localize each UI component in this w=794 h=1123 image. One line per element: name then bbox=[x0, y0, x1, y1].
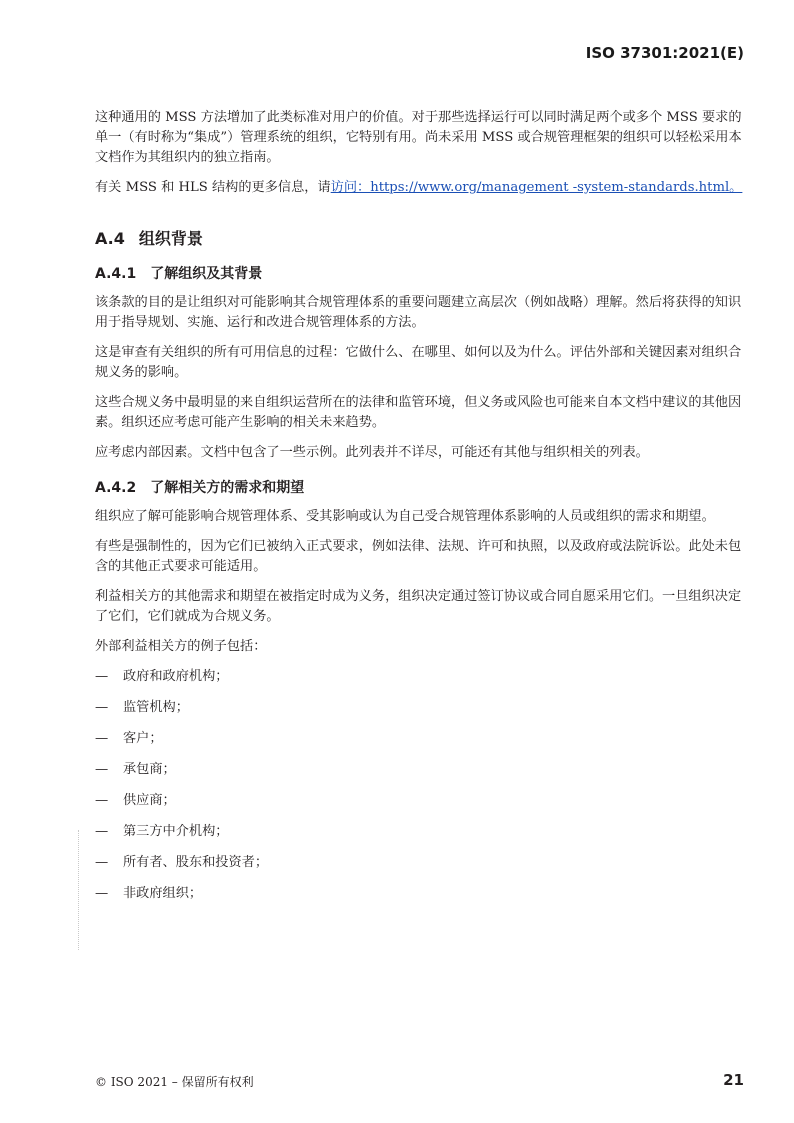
dash-marker: — bbox=[95, 793, 109, 808]
external-stakeholders-list bbox=[95, 667, 750, 904]
list-item bbox=[95, 760, 750, 780]
a42-paragraph: 有些是强制性的，因为它们已被纳入正式要求，例如法律、法规、许可和执照，以及政府或法院诉讼。此处未包含的其他正式要求可能适用。 bbox=[95, 539, 742, 574]
list-item bbox=[95, 729, 750, 749]
a41-paragraph: 这些合规义务中最明显的来自组织运营所在的法律和监管环境，但义务或风险也可能来自本文档中建议的其他因素。组织还应考虑可能产生影响的相关未来趋势。 bbox=[95, 395, 742, 430]
a41-paragraph: 这是审查有关组织的所有可用信息的过程：它做什么、在哪里、如何以及为什么。评估外部和关键因素对组织合规义务的影响。 bbox=[95, 345, 742, 380]
a41-paragraph: 应考虑内部因素。文档中包含了一些示例。此列表并不详尽，可能还有其他与组织相关的列表。 bbox=[95, 445, 649, 460]
list-item bbox=[95, 884, 750, 904]
dash-marker: — bbox=[95, 886, 109, 901]
subsection-title: 了解相关方的需求和期望 bbox=[150, 480, 305, 496]
list-item bbox=[95, 698, 750, 718]
list-item bbox=[95, 822, 750, 842]
dash-marker: — bbox=[95, 700, 109, 715]
intro-paragraph-2 bbox=[95, 178, 750, 198]
list-item-text: 政府和政府机构； bbox=[123, 669, 229, 684]
margin-dotted-line bbox=[78, 830, 80, 950]
mss-info-link[interactable]: 访问：https://www.org/management -system-standards.html。 bbox=[330, 180, 743, 195]
a41-paragraph: 该条款的目的是让组织对可能影响其合规管理体系的重要问题建立高层次（例如战略）理解。然后将获得的知识用于指导规划、实施、运行和改进合规管理体系的方法。 bbox=[95, 295, 742, 330]
list-item-text: 客户； bbox=[123, 731, 163, 746]
a42-paragraph: 利益相关方的其他需求和期望在被指定时成为义务，组织决定通过签订协议或合同自愿采用它们。一旦组织决定了它们，它们就成为合规义务。 bbox=[95, 589, 742, 624]
a42-paragraph: 外部利益相关方的例子包括： bbox=[95, 639, 267, 654]
list-item-text: 供应商； bbox=[123, 793, 176, 808]
subsection-title: 了解组织及其背景 bbox=[150, 266, 263, 282]
section-number: A.4 bbox=[95, 229, 125, 248]
section-heading-a4 bbox=[95, 226, 750, 249]
list-item-text: 所有者、股东和投资者； bbox=[123, 855, 269, 870]
subsection-number: A.4.1 bbox=[95, 266, 137, 282]
page-number: 21 bbox=[723, 1071, 744, 1089]
intro-paragraph-1: 这种通用的 MSS 方法增加了此类标准对用户的价值。对于那些选择运行可以同时满足两个或多个 MSS 要求的单一（有时称为“集成”）管理系统的组织，它特别有用。尚未采用 MSS 或合规管理框架的组织可以轻松采用本文档作为其组织内的独立指南。 bbox=[95, 110, 742, 165]
subsection-number: A.4.2 bbox=[95, 480, 137, 496]
dash-marker: — bbox=[95, 762, 109, 777]
list-item bbox=[95, 791, 750, 811]
dash-marker: — bbox=[95, 824, 109, 839]
dash-marker: — bbox=[95, 669, 109, 684]
list-item bbox=[95, 667, 750, 687]
list-item-text: 承包商； bbox=[123, 762, 176, 777]
subsection-heading-a42 bbox=[95, 477, 750, 497]
list-item-text: 非政府组织； bbox=[123, 886, 203, 901]
document-reference: ISO 37301:2021(E) bbox=[585, 44, 744, 62]
copyright-notice: © ISO 2021 – 保留所有权利 bbox=[95, 1075, 254, 1089]
dash-marker: — bbox=[95, 855, 109, 870]
a42-paragraph: 组织应了解可能影响合规管理体系、受其影响或认为自己受合规管理体系影响的人员或组织的需求和期望。 bbox=[95, 509, 715, 524]
list-item-text: 第三方中介机构； bbox=[123, 824, 229, 839]
dash-marker: — bbox=[95, 731, 109, 746]
section-title: 组织背景 bbox=[138, 229, 203, 248]
list-item-text: 监管机构； bbox=[123, 700, 189, 715]
intro-paragraph-2-text: 有关 MSS 和 HLS 结构的更多信息，请 bbox=[95, 180, 331, 195]
list-item bbox=[95, 853, 750, 873]
subsection-heading-a41 bbox=[95, 263, 750, 283]
page-content bbox=[95, 108, 750, 915]
